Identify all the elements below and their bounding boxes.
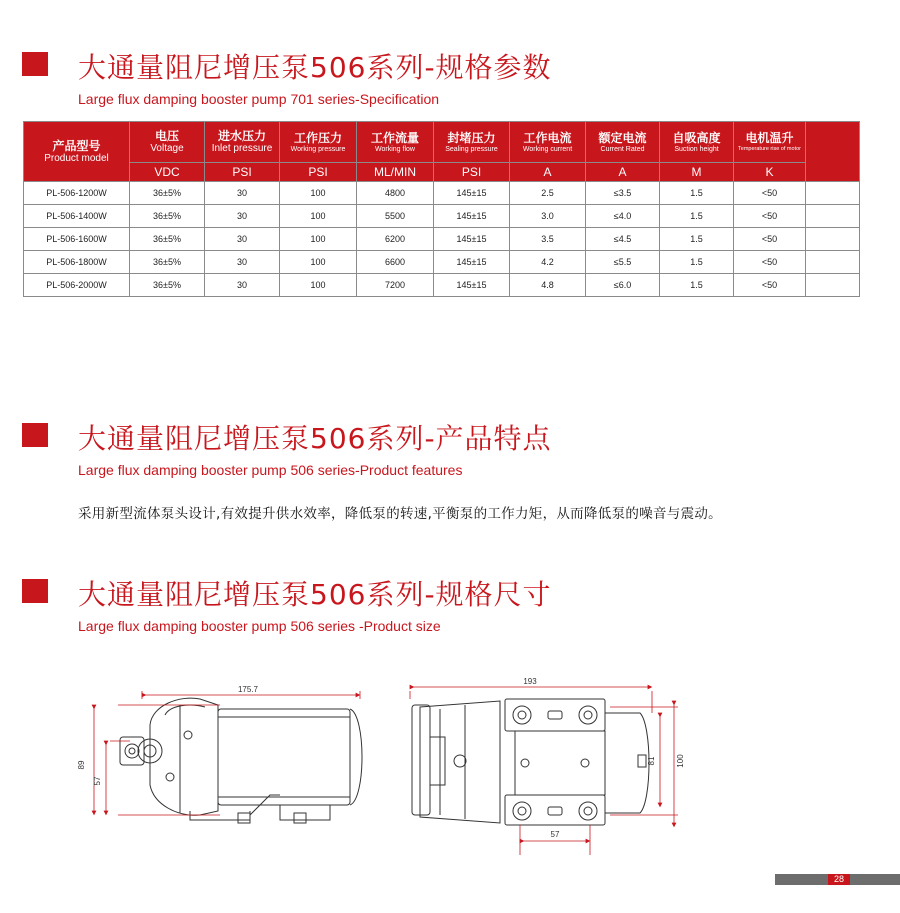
table-cell: 36±5% xyxy=(130,228,205,251)
pump-end-view xyxy=(412,699,649,825)
section-title-en: Large flux damping booster pump 506 series -Product size xyxy=(78,618,441,634)
dim-end-height-total: 100 xyxy=(676,754,685,768)
unit-cell: VDC xyxy=(130,163,205,182)
table-cell-empty xyxy=(806,274,860,297)
table-cell: 30 xyxy=(205,274,280,297)
header-current-rated: 额定电流 Current Rated xyxy=(586,122,660,163)
section-marker xyxy=(22,423,48,447)
table-cell: 4800 xyxy=(357,182,434,205)
table-cell-empty xyxy=(806,205,860,228)
table-row xyxy=(24,228,860,251)
table-cell: ≤6.0 xyxy=(586,274,660,297)
spec-table xyxy=(23,121,860,297)
table-cell: 2.5 xyxy=(510,182,586,205)
table-cell: 145±15 xyxy=(434,228,510,251)
cell-model: PL-506-1800W xyxy=(24,251,130,274)
header-model: 产品型号 Product model xyxy=(24,122,130,182)
table-header-row xyxy=(24,122,860,163)
end-dimensions xyxy=(410,687,678,855)
table-cell: 30 xyxy=(205,228,280,251)
unit-cell: M xyxy=(660,163,734,182)
section-title-en: Large flux damping booster pump 701 series-Specification xyxy=(78,91,440,107)
table-cell: 1.5 xyxy=(660,228,734,251)
header-empty xyxy=(806,122,860,182)
table-row xyxy=(24,182,860,205)
table-cell: 3.5 xyxy=(510,228,586,251)
table-cell: 6200 xyxy=(357,228,434,251)
table-cell-empty xyxy=(806,228,860,251)
table-cell: <50 xyxy=(734,205,806,228)
table-cell: 100 xyxy=(280,251,357,274)
table-cell: 145±15 xyxy=(434,205,510,228)
table-cell: 100 xyxy=(280,205,357,228)
cell-model: PL-506-1200W xyxy=(24,182,130,205)
section-title-cn: 大通量阻尼增压泵506系列-产品特点 xyxy=(78,422,552,455)
unit-cell: PSI xyxy=(205,163,280,182)
table-cell: 36±5% xyxy=(130,251,205,274)
unit-cell: ML/MIN xyxy=(357,163,434,182)
section-marker xyxy=(22,579,48,603)
table-cell: 1.5 xyxy=(660,251,734,274)
dim-end-width: 193 xyxy=(523,677,537,686)
header-suction-height: 自吸高度 Suction height xyxy=(660,122,734,163)
dim-side-length: 175.7 xyxy=(237,685,259,694)
header-voltage: 电压 Voltage xyxy=(130,122,205,163)
table-row xyxy=(24,205,860,228)
table-cell: ≤5.5 xyxy=(586,251,660,274)
table-cell: 1.5 xyxy=(660,182,734,205)
dim-end-bottom: 57 xyxy=(550,830,560,839)
cell-model: PL-506-2000W xyxy=(24,274,130,297)
dim-end-height-inner: 81 xyxy=(647,756,656,766)
table-row xyxy=(24,251,860,274)
table-unit-row xyxy=(24,163,860,182)
section-title-en: Large flux damping booster pump 506 series-Product features xyxy=(78,462,463,478)
dim-side-height-mid: 57 xyxy=(93,776,102,786)
table-cell: 6600 xyxy=(357,251,434,274)
pump-side-view xyxy=(120,698,362,823)
page-number: 28 xyxy=(833,874,844,884)
table-cell: 30 xyxy=(205,182,280,205)
table-cell: ≤3.5 xyxy=(586,182,660,205)
section-title-cn: 大通量阻尼增压泵506系列-规格尺寸 xyxy=(78,578,552,611)
header-motor-temp: 电机温升 Temperature rise of motor xyxy=(734,122,806,163)
table-cell: <50 xyxy=(734,274,806,297)
table-cell: 4.2 xyxy=(510,251,586,274)
table-cell: 145±15 xyxy=(434,251,510,274)
table-cell: 30 xyxy=(205,205,280,228)
table-cell: 145±15 xyxy=(434,274,510,297)
cell-model: PL-506-1400W xyxy=(24,205,130,228)
header-working-flow: 工作流量 Working flow xyxy=(357,122,434,163)
table-cell: 1.5 xyxy=(660,205,734,228)
table-cell: 100 xyxy=(280,182,357,205)
dim-side-height-total: 89 xyxy=(77,760,86,770)
unit-cell: K xyxy=(734,163,806,182)
table-cell: 36±5% xyxy=(130,182,205,205)
dimension-drawing xyxy=(70,665,710,865)
table-cell: 36±5% xyxy=(130,205,205,228)
table-cell: 5500 xyxy=(357,205,434,228)
unit-cell: PSI xyxy=(434,163,510,182)
table-cell: 1.5 xyxy=(660,274,734,297)
section-marker xyxy=(22,52,48,76)
table-cell: 4.8 xyxy=(510,274,586,297)
table-cell: <50 xyxy=(734,228,806,251)
table-cell: <50 xyxy=(734,182,806,205)
cell-model: PL-506-1600W xyxy=(24,228,130,251)
section-title-cn: 大通量阻尼增压泵506系列-规格参数 xyxy=(78,51,552,84)
table-row xyxy=(24,274,860,297)
table-cell: <50 xyxy=(734,251,806,274)
unit-cell: A xyxy=(510,163,586,182)
header-inlet-pressure: 进水压力 Inlet pressure xyxy=(205,122,280,163)
header-working-current: 工作电流 Working current xyxy=(510,122,586,163)
table-cell: 36±5% xyxy=(130,274,205,297)
unit-cell: A xyxy=(586,163,660,182)
table-cell: 3.0 xyxy=(510,205,586,228)
table-cell: ≤4.5 xyxy=(586,228,660,251)
table-cell: 7200 xyxy=(357,274,434,297)
table-cell: 30 xyxy=(205,251,280,274)
table-cell-empty xyxy=(806,182,860,205)
table-cell: ≤4.0 xyxy=(586,205,660,228)
header-sealing-pressure: 封堵压力 Sealing pressure xyxy=(434,122,510,163)
features-text: 采用新型流体泵头设计,有效提升供水效率，降低泵的转速,平衡泵的工作力矩，从而降低泵的噪音与震动。 xyxy=(78,506,722,522)
table-cell: 100 xyxy=(280,228,357,251)
table-cell: 100 xyxy=(280,274,357,297)
table-cell: 145±15 xyxy=(434,182,510,205)
unit-cell: PSI xyxy=(280,163,357,182)
header-working-pressure: 工作压力 Working pressure xyxy=(280,122,357,163)
table-cell-empty xyxy=(806,251,860,274)
